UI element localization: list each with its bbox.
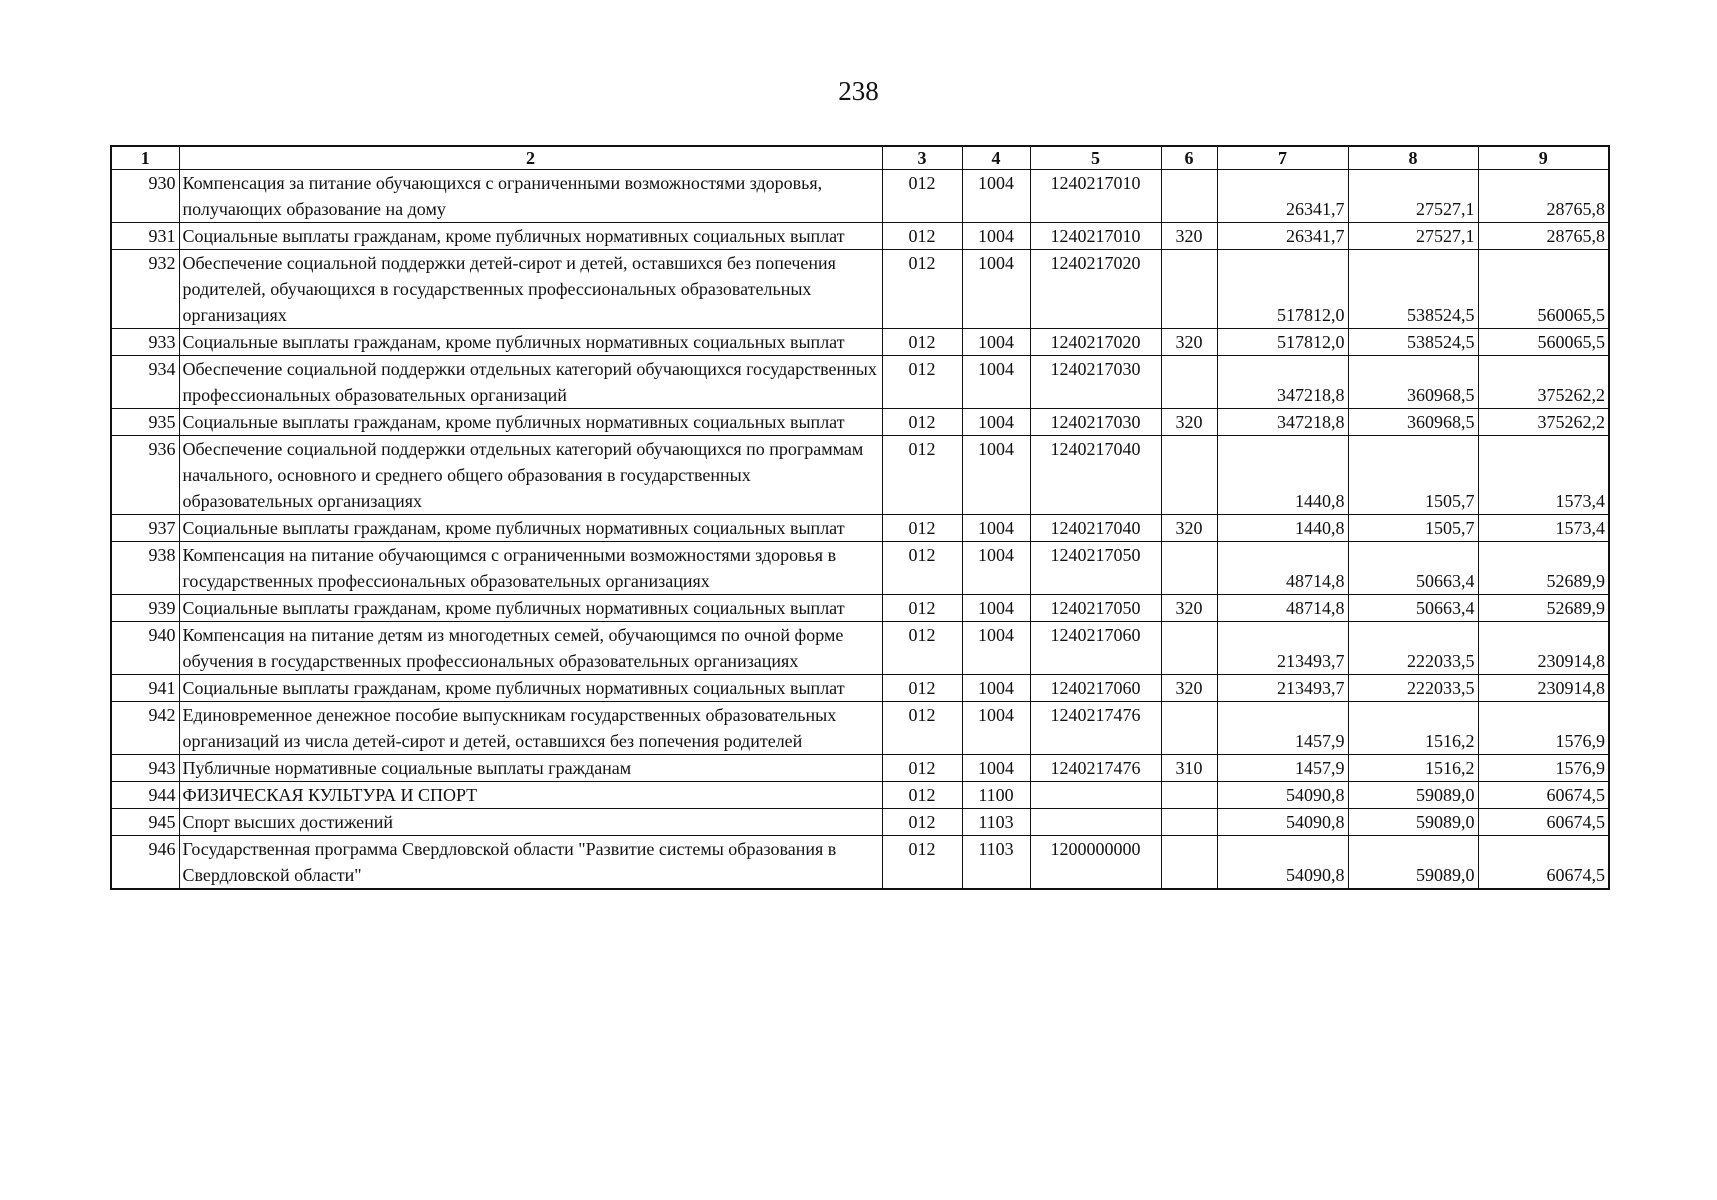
- amount-year-2: 1505,7: [1348, 436, 1478, 515]
- expense-type-code: 320: [1161, 329, 1217, 356]
- row-name: ФИЗИЧЕСКАЯ КУЛЬТУРА И СПОРТ: [179, 782, 882, 809]
- ministry-code: 012: [882, 782, 962, 809]
- target-article-code: 1240217020: [1030, 250, 1161, 329]
- ministry-code: 012: [882, 409, 962, 436]
- amount-year-1: 48714,8: [1217, 595, 1348, 622]
- amount-year-1: 517812,0: [1217, 329, 1348, 356]
- amount-year-3: 230914,8: [1478, 622, 1609, 675]
- column-header: 8: [1348, 146, 1478, 170]
- table-row: [111, 782, 1609, 809]
- ministry-code: 012: [882, 356, 962, 409]
- ministry-code: 012: [882, 515, 962, 542]
- table-row: [111, 675, 1609, 702]
- ministry-code: 012: [882, 170, 962, 223]
- target-article-code: 1240217476: [1030, 702, 1161, 755]
- table-row: [111, 836, 1609, 890]
- row-name: Компенсация на питание обучающимся с ограниченными возможностями здоровья в государственных профессиональных образовательных организациях: [179, 542, 882, 595]
- table-row: [111, 515, 1609, 542]
- section-code: 1004: [962, 409, 1030, 436]
- section-code: 1004: [962, 223, 1030, 250]
- row-name: Обеспечение социальной поддержки отдельных категорий обучающихся государственных профессиональных образовательных организаций: [179, 356, 882, 409]
- amount-year-2: 538524,5: [1348, 250, 1478, 329]
- amount-year-3: 375262,2: [1478, 409, 1609, 436]
- section-code: 1004: [962, 622, 1030, 675]
- expense-type-code: 320: [1161, 223, 1217, 250]
- expense-type-code: 320: [1161, 595, 1217, 622]
- target-article-code: 1240217040: [1030, 436, 1161, 515]
- amount-year-1: 54090,8: [1217, 809, 1348, 836]
- section-code: 1004: [962, 170, 1030, 223]
- amount-year-1: 1457,9: [1217, 702, 1348, 755]
- section-code: 1004: [962, 250, 1030, 329]
- section-code: 1004: [962, 329, 1030, 356]
- ministry-code: 012: [882, 836, 962, 890]
- row-name: Государственная программа Свердловской области "Развитие системы образования в Свердловской области": [179, 836, 882, 890]
- amount-year-1: 1440,8: [1217, 436, 1348, 515]
- amount-year-2: 27527,1: [1348, 223, 1478, 250]
- page-number: 238: [838, 76, 879, 106]
- expense-type-code: [1161, 250, 1217, 329]
- expense-type-code: 310: [1161, 755, 1217, 782]
- amount-year-3: 28765,8: [1478, 170, 1609, 223]
- target-article-code: [1030, 809, 1161, 836]
- row-number: 938: [111, 542, 179, 595]
- table-row: [111, 409, 1609, 436]
- amount-year-1: 517812,0: [1217, 250, 1348, 329]
- table-row: [111, 755, 1609, 782]
- amount-year-2: 1516,2: [1348, 702, 1478, 755]
- ministry-code: 012: [882, 223, 962, 250]
- ministry-code: 012: [882, 595, 962, 622]
- amount-year-3: 1576,9: [1478, 702, 1609, 755]
- row-number: 936: [111, 436, 179, 515]
- ministry-code: 012: [882, 436, 962, 515]
- column-header: 5: [1030, 146, 1161, 170]
- amount-year-3: 1576,9: [1478, 755, 1609, 782]
- table-row: [111, 356, 1609, 409]
- ministry-code: 012: [882, 622, 962, 675]
- target-article-code: [1030, 782, 1161, 809]
- section-code: 1103: [962, 809, 1030, 836]
- table-row: [111, 622, 1609, 675]
- amount-year-1: 48714,8: [1217, 542, 1348, 595]
- row-number: 930: [111, 170, 179, 223]
- target-article-code: 1240217060: [1030, 675, 1161, 702]
- table-row: [111, 595, 1609, 622]
- amount-year-2: 50663,4: [1348, 595, 1478, 622]
- expense-type-code: [1161, 542, 1217, 595]
- row-number: 935: [111, 409, 179, 436]
- table-row: [111, 702, 1609, 755]
- column-header: 7: [1217, 146, 1348, 170]
- column-header: 3: [882, 146, 962, 170]
- amount-year-3: 52689,9: [1478, 595, 1609, 622]
- row-number: 937: [111, 515, 179, 542]
- section-code: 1004: [962, 755, 1030, 782]
- column-header: 1: [111, 146, 179, 170]
- amount-year-1: 347218,8: [1217, 356, 1348, 409]
- budget-table: [110, 145, 1610, 890]
- expense-type-code: [1161, 782, 1217, 809]
- table-row: [111, 436, 1609, 515]
- amount-year-3: 560065,5: [1478, 329, 1609, 356]
- amount-year-2: 59089,0: [1348, 809, 1478, 836]
- amount-year-3: 60674,5: [1478, 782, 1609, 809]
- expense-type-code: [1161, 170, 1217, 223]
- expense-type-code: 320: [1161, 409, 1217, 436]
- ministry-code: 012: [882, 675, 962, 702]
- amount-year-2: 27527,1: [1348, 170, 1478, 223]
- amount-year-1: 54090,8: [1217, 782, 1348, 809]
- table-row: [111, 223, 1609, 250]
- section-code: 1004: [962, 356, 1030, 409]
- row-name: Социальные выплаты гражданам, кроме публичных нормативных социальных выплат: [179, 595, 882, 622]
- amount-year-1: 1457,9: [1217, 755, 1348, 782]
- row-name: Публичные нормативные социальные выплаты гражданам: [179, 755, 882, 782]
- amount-year-2: 360968,5: [1348, 356, 1478, 409]
- amount-year-3: 375262,2: [1478, 356, 1609, 409]
- amount-year-1: 1440,8: [1217, 515, 1348, 542]
- target-article-code: 1240217030: [1030, 356, 1161, 409]
- section-code: 1004: [962, 542, 1030, 595]
- ministry-code: 012: [882, 329, 962, 356]
- row-number: 932: [111, 250, 179, 329]
- table-row: [111, 329, 1609, 356]
- amount-year-3: 1573,4: [1478, 436, 1609, 515]
- row-name: Социальные выплаты гражданам, кроме публичных нормативных социальных выплат: [179, 675, 882, 702]
- amount-year-3: 52689,9: [1478, 542, 1609, 595]
- amount-year-1: 26341,7: [1217, 170, 1348, 223]
- ministry-code: 012: [882, 542, 962, 595]
- ministry-code: 012: [882, 755, 962, 782]
- row-number: 939: [111, 595, 179, 622]
- section-code: 1004: [962, 675, 1030, 702]
- target-article-code: 1240217050: [1030, 595, 1161, 622]
- amount-year-3: 60674,5: [1478, 836, 1609, 890]
- row-name: Единовременное денежное пособие выпускникам государственных образовательных организаций из числа детей-сирот и детей, оставшихся без попечения родителей: [179, 702, 882, 755]
- amount-year-1: 26341,7: [1217, 223, 1348, 250]
- row-number: 944: [111, 782, 179, 809]
- row-number: 941: [111, 675, 179, 702]
- amount-year-2: 538524,5: [1348, 329, 1478, 356]
- amount-year-3: 60674,5: [1478, 809, 1609, 836]
- expense-type-code: 320: [1161, 675, 1217, 702]
- amount-year-2: 222033,5: [1348, 675, 1478, 702]
- expense-type-code: 320: [1161, 515, 1217, 542]
- table-row: [111, 542, 1609, 595]
- target-article-code: 1240217010: [1030, 170, 1161, 223]
- amount-year-2: 59089,0: [1348, 782, 1478, 809]
- row-name: Компенсация на питание детям из многодетных семей, обучающимся по очной форме обучения в государственных профессиональных образовательных организациях: [179, 622, 882, 675]
- expense-type-code: [1161, 809, 1217, 836]
- row-name: Обеспечение социальной поддержки отдельных категорий обучающихся по программам начального, основного и среднего общего образования в государственных образовательных организациях: [179, 436, 882, 515]
- amount-year-1: 347218,8: [1217, 409, 1348, 436]
- table-row: [111, 809, 1609, 836]
- amount-year-1: 213493,7: [1217, 622, 1348, 675]
- target-article-code: 1240217476: [1030, 755, 1161, 782]
- table-row: [111, 250, 1609, 329]
- section-code: 1103: [962, 836, 1030, 890]
- amount-year-3: 28765,8: [1478, 223, 1609, 250]
- amount-year-2: 59089,0: [1348, 836, 1478, 890]
- expense-type-code: [1161, 436, 1217, 515]
- row-name: Социальные выплаты гражданам, кроме публичных нормативных социальных выплат: [179, 409, 882, 436]
- amount-year-1: 54090,8: [1217, 836, 1348, 890]
- expense-type-code: [1161, 836, 1217, 890]
- row-name: Обеспечение социальной поддержки детей-сирот и детей, оставшихся без попечения родителей, обучающихся в государственных профессиональных образовательных организациях: [179, 250, 882, 329]
- row-name: Спорт высших достижений: [179, 809, 882, 836]
- row-number: 931: [111, 223, 179, 250]
- section-code: 1004: [962, 595, 1030, 622]
- ministry-code: 012: [882, 250, 962, 329]
- row-name: Компенсация за питание обучающихся с ограниченными возможностями здоровья, получающих образование на дому: [179, 170, 882, 223]
- column-header: 6: [1161, 146, 1217, 170]
- target-article-code: 1240217020: [1030, 329, 1161, 356]
- amount-year-1: 213493,7: [1217, 675, 1348, 702]
- section-code: 1100: [962, 782, 1030, 809]
- row-number: 946: [111, 836, 179, 890]
- row-name: Социальные выплаты гражданам, кроме публичных нормативных социальных выплат: [179, 515, 882, 542]
- row-number: 942: [111, 702, 179, 755]
- row-name: Социальные выплаты гражданам, кроме публичных нормативных социальных выплат: [179, 223, 882, 250]
- row-number: 945: [111, 809, 179, 836]
- row-number: 940: [111, 622, 179, 675]
- row-number: 934: [111, 356, 179, 409]
- amount-year-3: 230914,8: [1478, 675, 1609, 702]
- amount-year-2: 360968,5: [1348, 409, 1478, 436]
- amount-year-2: 1505,7: [1348, 515, 1478, 542]
- column-header: 2: [179, 146, 882, 170]
- section-code: 1004: [962, 702, 1030, 755]
- amount-year-2: 222033,5: [1348, 622, 1478, 675]
- expense-type-code: [1161, 356, 1217, 409]
- amount-year-3: 1573,4: [1478, 515, 1609, 542]
- target-article-code: 1240217030: [1030, 409, 1161, 436]
- target-article-code: 1240217060: [1030, 622, 1161, 675]
- row-number: 943: [111, 755, 179, 782]
- amount-year-2: 50663,4: [1348, 542, 1478, 595]
- section-code: 1004: [962, 515, 1030, 542]
- target-article-code: 1240217040: [1030, 515, 1161, 542]
- target-article-code: 1240217050: [1030, 542, 1161, 595]
- amount-year-3: 560065,5: [1478, 250, 1609, 329]
- ministry-code: 012: [882, 702, 962, 755]
- ministry-code: 012: [882, 809, 962, 836]
- amount-year-2: 1516,2: [1348, 755, 1478, 782]
- target-article-code: 1200000000: [1030, 836, 1161, 890]
- column-header: 4: [962, 146, 1030, 170]
- row-name: Социальные выплаты гражданам, кроме публичных нормативных социальных выплат: [179, 329, 882, 356]
- header-row: [111, 146, 1609, 170]
- column-header: 9: [1478, 146, 1609, 170]
- table-row: [111, 170, 1609, 223]
- section-code: 1004: [962, 436, 1030, 515]
- expense-type-code: [1161, 702, 1217, 755]
- expense-type-code: [1161, 622, 1217, 675]
- row-number: 933: [111, 329, 179, 356]
- target-article-code: 1240217010: [1030, 223, 1161, 250]
